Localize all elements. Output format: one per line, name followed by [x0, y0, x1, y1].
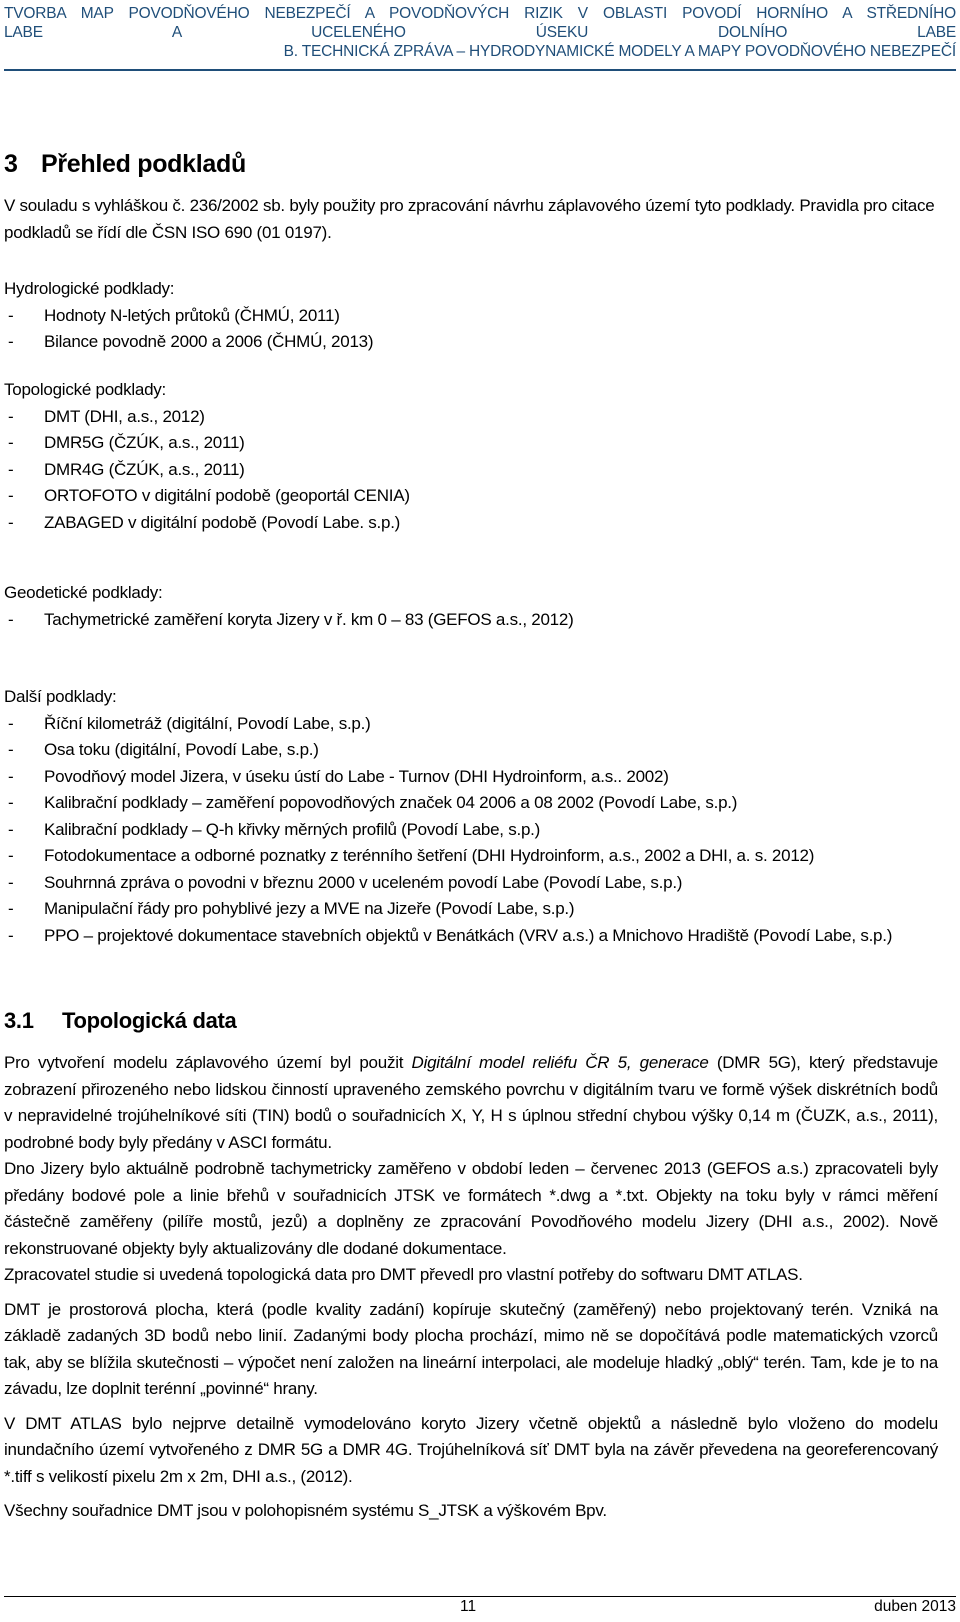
- list-item: - PPO – projektové dokumentace stavebních objektů v Benátkách (VRV a.s.) a Mnichovo Hradiště (Povodí Labe, s.p.): [4, 923, 938, 950]
- section-3-1-title: Topologická data: [62, 1008, 237, 1033]
- section-3-1-heading: [4, 1008, 236, 1034]
- paragraph-dmr: Pro vytvoření modelu záplavového území byl použit Digitální model reliéfu ČR 5, generace (DMR 5G), který představuje zobrazení přirozeného nebo lidskou činností upraveného zemského povrchu v digitálním tvaru ve formě výšek diskrétních bodů v nepravidelné trojúhelníkové síti (TIN) bodů o souřadnicích X, Y, H s úplnou střední chybou výšky 0,14 m (ČUZK, a.s., 2011), podrobné body byly předány v ASCI formátu.: [4, 1053, 938, 1152]
- group-title: Hydrologické podklady:: [4, 279, 175, 298]
- header-line-2: LABE A UCELENÉHO ÚSEKU DOLNÍHO LABE: [4, 24, 956, 41]
- paragraph-atlas-intro: Zpracovatel studie si uvedená topologická data pro DMT převedl pro vlastní potřeby do softwaru DMT ATLAS.: [4, 1265, 803, 1284]
- paragraph-dmt-modelling: V DMT ATLAS bylo nejprve detailně vymodelováno koryto Jizery včetně objektů a následně bylo vloženo do modelu inundačního území vytvořeného z DMR 5G a DMR 4G. Trojúhelníková síť DMT byla na závěr převedena na georeferencovaný *.tiff s velikostí pixelu 2m x 2m, DHI a.s., (2012).: [4, 1413, 938, 1486]
- topologic-group: [4, 377, 938, 536]
- section-3-intro: [4, 193, 938, 246]
- paragraph-dmt-definition: DMT je prostorová plocha, která (podle kvality zadání) kopíruje skutečný (zaměřený) nebo projektovaný terén. Vzniká na základě zadaných 3D bodů nebo linií. Zadanými body plocha prochází, mimo ně se dopočítává podle matematických vzorců tak, aby se blížila skutečnosti – výpočet není založen na lineární interpolaci, ale modeluje hladký „oblý“ terén. Tam, kde je to na závadu, lze doplnit terénní „povinné“ hrany.: [4, 1299, 938, 1398]
- list-item: - Kalibrační podklady – Q-h křivky měrných profilů (Povodí Labe, s.p.): [4, 817, 938, 844]
- section-3-1-number: 3.1: [4, 1008, 34, 1033]
- paragraph-survey: Dno Jizery bylo aktuálně podrobně tachymetricky zaměřeno v období leden – červenec 2013 (GEFOS a.s.) zpracovateli byly předány bodové pole a linie břehů v souřadnicích JTSK ve formátech *.dwg a *.txt. Objekty na toku byly v rámci měření částečně zaměřeny (pilíře mostů, jezů) a doplněny ze zpracování Povodňového modelu Jizery (DHI a.s., 2002). Nově rekonstruované objekty byly aktualizovány dle dodané dokumentace.: [4, 1159, 938, 1258]
- intro-paragraph: V souladu s vyhláškou č. 236/2002 sb. byly použity pro zpracování návrhu záplavového území tyto podklady. Pravidla pro citace podkladů se řídí dle ČSN ISO 690 (01 0197).: [4, 196, 935, 242]
- running-header: [4, 4, 956, 61]
- list-item: - Manipulační řády pro pohyblivé jezy a MVE na Jizeře (Povodí Labe, s.p.): [4, 896, 938, 923]
- list-item: - Fotodokumentace a odborné poznatky z terénního šetření (DHI Hydroinform, a.s., 2002 a DHI, a. s. 2012): [4, 843, 938, 870]
- header-line-3: B. TECHNICKÁ ZPRÁVA – HYDRODYNAMICKÉ MODELY A MAPY POVODŇOVÉHO NEBEZPEČÍ: [283, 43, 956, 60]
- list-item: - ZABAGED v digitální podobě (Povodí Labe. s.p.): [4, 510, 938, 537]
- header-divider: [4, 69, 956, 71]
- list-item: - DMR4G (ČZÚK, a.s., 2011): [4, 457, 938, 484]
- list-item: - Osa toku (digitální, Povodí Labe, s.p.): [4, 737, 938, 764]
- paragraph-coordinate-system: Všechny souřadnice DMT jsou v polohopisném systému S_JTSK a výškovém Bpv.: [4, 1501, 607, 1520]
- group-title: Topologické podklady:: [4, 380, 167, 399]
- list-item: - Kalibrační podklady – zaměření popovodňových značek 04 2006 a 08 2002 (Povodí Labe, s.p.): [4, 790, 938, 817]
- geodetic-group: [4, 580, 938, 633]
- list-item: - DMR5G (ČZÚK, a.s., 2011): [4, 430, 938, 457]
- list-item: - ORTOFOTO v digitální podobě (geoportál CENIA): [4, 483, 938, 510]
- list-item: - Hodnoty N-letých průtoků (ČHMÚ, 2011): [4, 303, 938, 330]
- list-item: - DMT (DHI, a.s., 2012): [4, 404, 938, 431]
- section-3-title: Přehled podkladů: [41, 150, 246, 178]
- section-3-heading: [4, 150, 246, 179]
- list-item: - Povodňový model Jizera, v úseku ústí do Labe - Turnov (DHI Hydroinform, a.s.. 2002): [4, 764, 938, 791]
- list-item: - Souhrnná zpráva o povodni v březnu 2000 v uceleném povodí Labe (Povodí Labe, s.p.): [4, 870, 938, 897]
- footer-date: duben 2013: [874, 1598, 956, 1615]
- group-title: Další podklady:: [4, 687, 117, 706]
- hydrologic-group: [4, 276, 938, 356]
- list-item: - Bilance povodně 2000 a 2006 (ČHMÚ, 2013): [4, 329, 938, 356]
- group-title: Geodetické podklady:: [4, 583, 163, 602]
- list-item: - Tachymetrické zaměření koryta Jizery v ř. km 0 – 83 (GEFOS a.s., 2012): [4, 607, 938, 634]
- page-number: 11: [460, 1598, 477, 1615]
- section-3-1-body: [4, 1050, 938, 1525]
- footer-divider: [4, 1596, 956, 1597]
- header-line-1: TVORBA MAP POVODŇOVÉHO NEBEZPEČÍ A POVODŇOVÝCH RIZIK V OBLASTI POVODÍ HORNÍHO A STŘEDNÍHO: [4, 5, 956, 22]
- section-3-number: 3: [4, 150, 18, 178]
- list-item: - Říční kilometráž (digitální, Povodí Labe, s.p.): [4, 711, 938, 738]
- other-group: [4, 684, 938, 949]
